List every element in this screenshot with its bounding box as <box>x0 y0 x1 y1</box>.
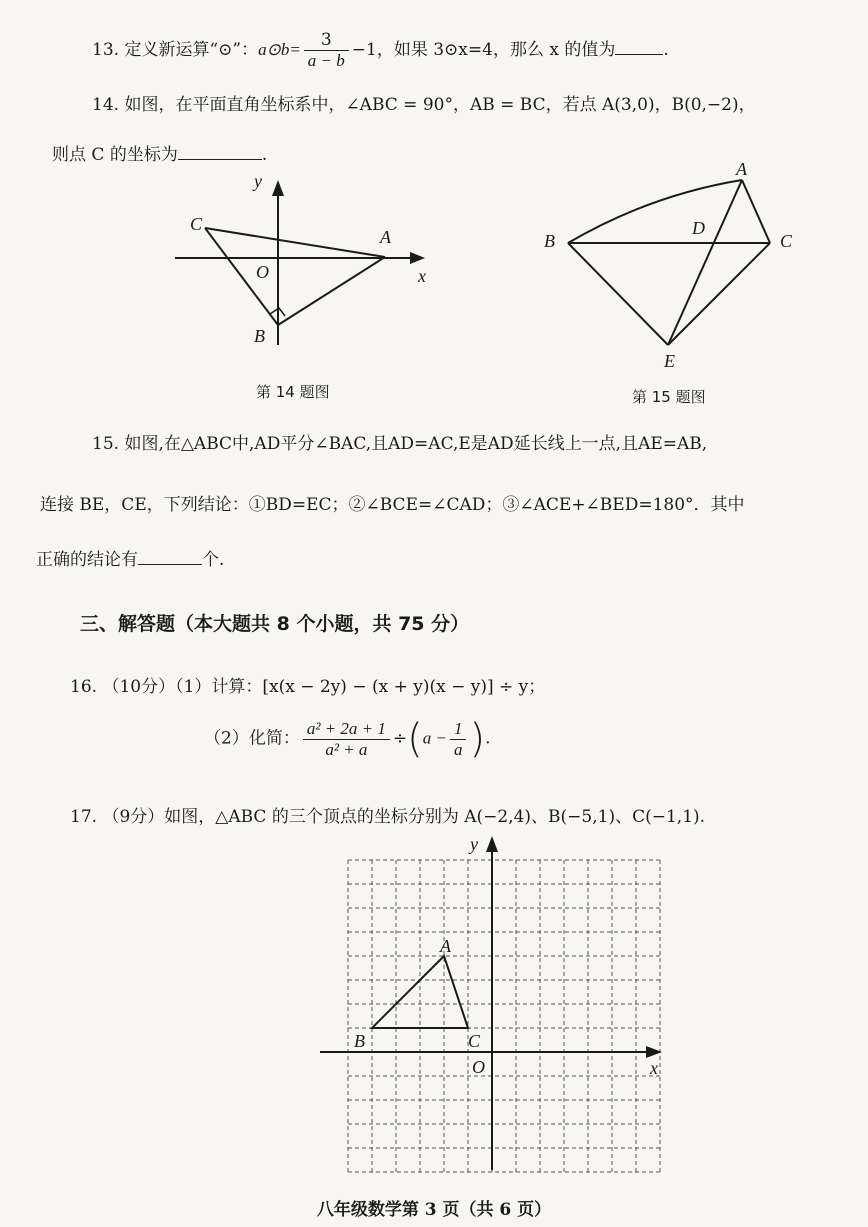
q15-line3-text: 正确的结论有 <box>36 550 138 570</box>
q16-part2 <box>204 716 490 762</box>
figure-17-grid <box>320 830 680 1175</box>
q14-line1: 14. 如图，在平面直角坐标系中，∠ABC = 90°，AB = BC，若点 A(3,0)，B(0,−2)， <box>92 95 756 115</box>
q16-part2-label: （2）化简： <box>204 728 300 749</box>
fig17-label-C: C <box>468 1031 481 1051</box>
fig14-segment-BA <box>278 257 385 325</box>
fig14-label-y: y <box>254 171 262 191</box>
q16-right-paren: ) <box>469 716 486 762</box>
fig14-label-O: O <box>256 262 269 282</box>
fig15-label-D: D <box>692 218 705 238</box>
q16-inner-denominator: a <box>453 739 463 759</box>
fig17-y-arrow <box>486 836 498 852</box>
page-footer: 八年级数学第 3 页（共 6 页） <box>316 1200 552 1220</box>
fig14-caption: 第 14 题图 <box>256 383 330 401</box>
q13-tail: −1，如果 3⊙x=4，那么 x 的值为 <box>351 40 616 60</box>
q16-line1: 16. （10分）（1）计算：[x(x − 2y) − (x + y)(x − y)] ÷ y； <box>70 677 546 697</box>
fig15-label-B: B <box>544 231 555 251</box>
q16-paren-a: a − <box>422 728 447 748</box>
fig17-label-y: y <box>470 834 478 854</box>
question-13 <box>92 30 669 71</box>
q15-line3 <box>36 545 224 570</box>
fig14-label-B: B <box>254 326 265 346</box>
figure-15 <box>530 155 810 375</box>
fig14-y-arrow <box>272 180 284 196</box>
q13-prefix: 13. 定义新运算“⊙”： <box>92 40 259 60</box>
fig15-label-C: C <box>780 231 793 251</box>
q16-left-paren: ( <box>407 716 423 762</box>
fig15-label-A: A <box>736 159 747 179</box>
q16-div: ÷ <box>392 728 408 749</box>
q13-frac-denominator: a − b <box>307 51 345 70</box>
q13-lhs: a⊙b= <box>258 40 301 59</box>
q17-line1: 17. （9分）如图，△ABC 的三个顶点的坐标分别为 A(−2,4)、B(−5,1)、C(−1,1). <box>70 807 706 827</box>
q14-line2-text: 则点 C 的坐标为 <box>52 145 178 165</box>
q13-end: . <box>663 40 669 60</box>
q16-frac-denominator: a² + a <box>325 739 368 759</box>
fig14-label-A: A <box>380 227 391 247</box>
q15-line1: 15. 如图,在△ABC中,AD平分∠BAC,且AD=AC,E是AD延长线上一点,且AE=AB, <box>92 434 708 454</box>
q16-frac-numerator: a² + 2a + 1 <box>303 719 390 740</box>
q15-line3-end: 个. <box>202 550 225 570</box>
q16-inner-numerator: 1 <box>450 719 467 740</box>
q14-answer-blank[interactable] <box>178 159 262 160</box>
figure-14 <box>160 170 450 380</box>
fig17-label-O: O <box>472 1057 485 1077</box>
fig15-segment-CE <box>668 243 770 345</box>
q14-end: . <box>261 145 268 165</box>
fig15-segment-BE <box>568 243 668 345</box>
fig17-label-x: x <box>650 1058 658 1078</box>
q16-inner-fraction <box>450 719 467 760</box>
q14-line2 <box>52 140 267 165</box>
q13-answer-blank[interactable] <box>615 54 663 55</box>
fig14-label-x: x <box>418 266 426 286</box>
fig15-label-E: E <box>664 351 675 371</box>
fig17-label-B: B <box>354 1031 365 1051</box>
q15-line2: 连接 BE，CE，下列结论：①BD=EC；②∠BCE=∠CAD；③∠ACE+∠BED=180°．其中 <box>40 495 745 515</box>
section-3-title: 三、解答题（本大题共 8 个小题，共 75 分） <box>80 613 470 635</box>
q16-end: . <box>485 728 491 749</box>
q15-answer-blank[interactable] <box>138 564 202 565</box>
q16-fraction <box>303 719 390 760</box>
fig15-caption: 第 15 题图 <box>632 388 706 406</box>
fig14-label-C: C <box>190 214 203 234</box>
fig17-grid-lines <box>348 860 660 1172</box>
q13-fraction <box>304 30 349 71</box>
fig15-segment-AC <box>742 180 770 243</box>
fig14-segment-CA <box>205 228 385 257</box>
fig15-segment-AE <box>668 180 742 345</box>
fig17-label-A: A <box>440 936 451 956</box>
fig14-x-arrow <box>410 252 425 264</box>
q13-frac-numerator: 3 <box>304 30 349 51</box>
fig15-segment-BA <box>568 180 742 243</box>
